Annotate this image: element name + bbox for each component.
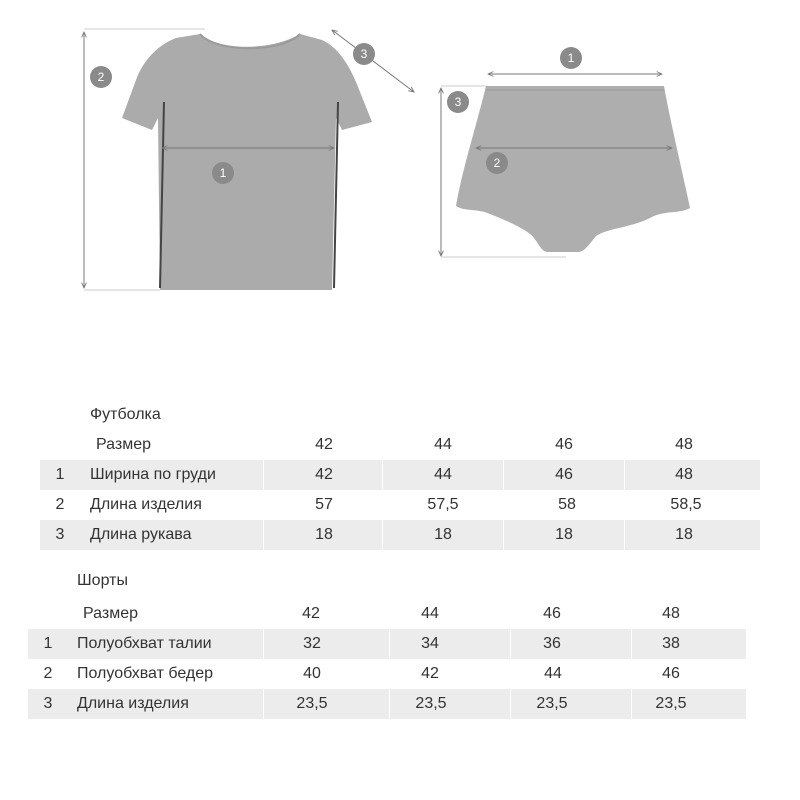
tshirt-cell: 42 bbox=[315, 466, 333, 483]
shorts-cell: 32 bbox=[303, 635, 321, 652]
shorts-cell: 23,5 bbox=[536, 695, 568, 712]
shorts-row-length bbox=[28, 689, 746, 719]
shorts-cell: 23,5 bbox=[296, 695, 328, 712]
shorts-illustration bbox=[441, 47, 690, 257]
shorts-row-label: Полуобхват талии bbox=[77, 635, 212, 652]
tshirt-section-title: Футболка bbox=[90, 406, 161, 423]
tshirt-header-size: 46 bbox=[555, 436, 573, 453]
shorts-header-size: 44 bbox=[421, 605, 439, 622]
tshirt-cell: 58 bbox=[558, 496, 576, 513]
shorts-row-label: Длина изделия bbox=[77, 695, 189, 712]
tshirt-cell: 46 bbox=[555, 466, 573, 483]
shorts-row-index: 3 bbox=[43, 695, 53, 712]
shorts-badge-waist-label: 1 bbox=[567, 51, 575, 65]
tshirt-cell: 44 bbox=[434, 466, 452, 483]
shorts-cell: 38 bbox=[662, 635, 680, 652]
garment-measurement-illustration bbox=[0, 0, 800, 330]
tshirt-row-chest bbox=[40, 460, 760, 490]
tshirt-row-label: Ширина по груди bbox=[90, 466, 216, 483]
shorts-cell: 34 bbox=[421, 635, 439, 652]
tshirt-row-index: 2 bbox=[55, 496, 65, 513]
shorts-header-size: 48 bbox=[662, 605, 680, 622]
tshirt-row-index: 3 bbox=[55, 526, 65, 543]
shorts-row-label: Полуобхват бедер bbox=[77, 665, 214, 682]
tshirt-header-label: Размер bbox=[96, 436, 151, 453]
shorts-cell: 23,5 bbox=[415, 695, 447, 712]
shorts-header-size: 42 bbox=[302, 605, 320, 622]
shorts-header-row bbox=[28, 599, 746, 629]
shorts-cell: 36 bbox=[543, 635, 561, 652]
shorts-row-index: 1 bbox=[43, 635, 53, 652]
shorts-section-title: Шорты bbox=[77, 572, 128, 589]
shorts-cell: 46 bbox=[662, 665, 680, 682]
shorts-cell: 44 bbox=[544, 665, 562, 682]
tshirt-row-label: Длина изделия bbox=[90, 496, 202, 513]
tshirt-badge-chest-label: 1 bbox=[219, 166, 227, 180]
tshirt-header-size: 44 bbox=[434, 436, 452, 453]
tshirt-cell: 48 bbox=[675, 466, 693, 483]
tshirt-header-row bbox=[40, 430, 760, 460]
shorts-row-index: 2 bbox=[43, 665, 53, 682]
tshirt-cell: 57 bbox=[315, 496, 333, 513]
tshirt-badge-length-label: 2 bbox=[97, 70, 105, 84]
shorts-badge-hip-label: 2 bbox=[493, 156, 501, 170]
shorts-row-hip bbox=[28, 659, 746, 689]
shorts-badge-length-label: 3 bbox=[454, 95, 462, 109]
tshirt-cell: 18 bbox=[315, 526, 333, 543]
shorts-cell: 23,5 bbox=[655, 695, 687, 712]
tshirt-badge-sleeve-label: 3 bbox=[360, 47, 368, 61]
tshirt-illustration bbox=[84, 29, 414, 290]
shorts-row-waist bbox=[28, 629, 746, 659]
tshirt-cell: 58,5 bbox=[670, 496, 702, 513]
tshirt-cell: 57,5 bbox=[427, 496, 459, 513]
tshirt-row-index: 1 bbox=[55, 466, 65, 483]
tshirt-cell: 18 bbox=[555, 526, 573, 543]
tshirt-row-length bbox=[40, 490, 760, 520]
shorts-header-label: Размер bbox=[83, 605, 138, 622]
tshirt-header-size: 48 bbox=[675, 436, 693, 453]
shorts-cell: 40 bbox=[303, 665, 321, 682]
shorts-header-size: 46 bbox=[543, 605, 561, 622]
tshirt-header-size: 42 bbox=[315, 436, 333, 453]
tshirt-row-label: Длина рукава bbox=[90, 526, 192, 543]
tshirt-cell: 18 bbox=[434, 526, 452, 543]
tshirt-row-sleeve bbox=[40, 520, 760, 550]
tshirt-cell: 18 bbox=[675, 526, 693, 543]
shorts-cell: 42 bbox=[421, 665, 439, 682]
